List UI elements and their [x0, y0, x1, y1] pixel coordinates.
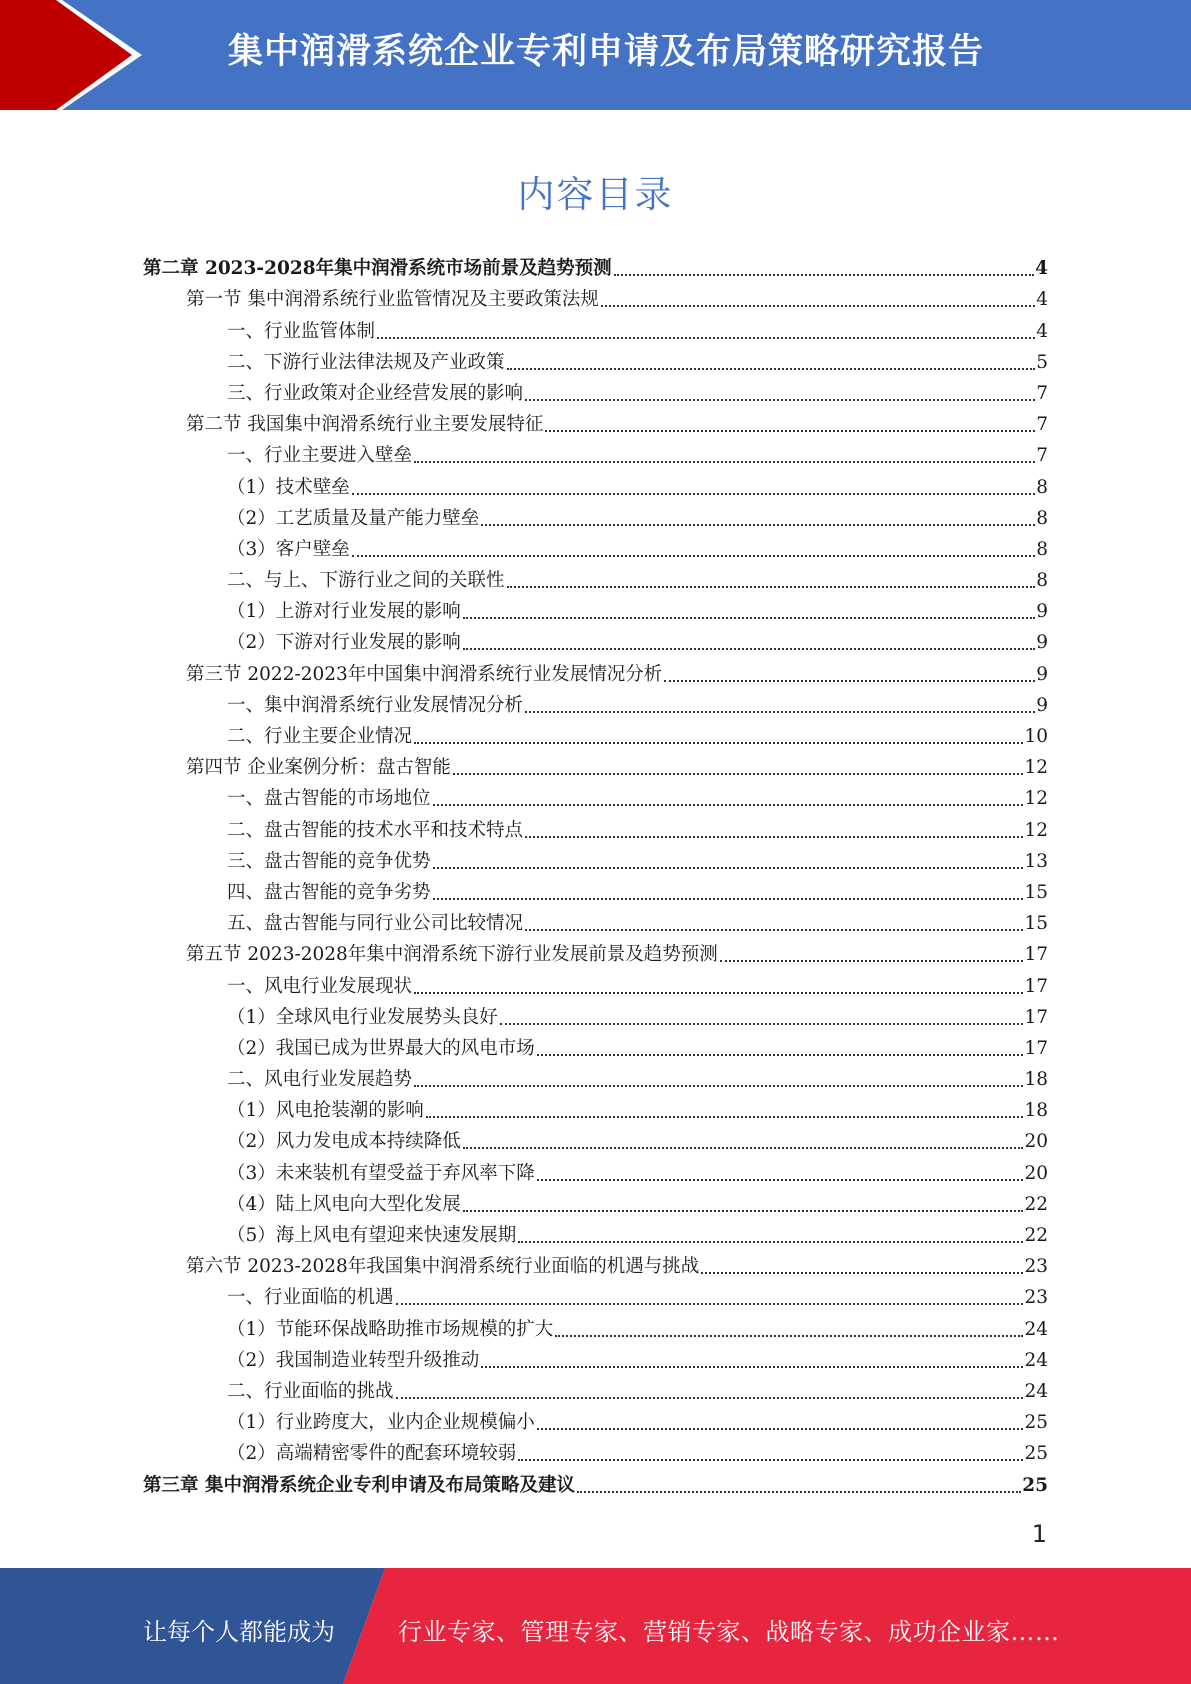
dot-leader: [555, 1335, 1023, 1337]
dot-leader: [507, 586, 1036, 588]
header-band: [0, 0, 1191, 110]
dot-leader: [525, 711, 1035, 713]
toc-entry[interactable]: [143, 1003, 1048, 1034]
dot-leader: [701, 1272, 1023, 1274]
table-of-contents: [143, 254, 1048, 1502]
toc-entry[interactable]: [143, 1439, 1048, 1470]
toc-entry[interactable]: [143, 1377, 1048, 1408]
dot-leader: [545, 430, 1035, 432]
toc-entry-text: （2）我国制造业转型升级推动: [227, 1349, 480, 1371]
dot-leader: [433, 804, 1024, 806]
toc-entry[interactable]: [143, 691, 1048, 722]
toc-entry[interactable]: [143, 316, 1048, 347]
toc-entry[interactable]: [143, 441, 1048, 472]
dot-leader: [433, 898, 1024, 900]
toc-entry[interactable]: [143, 348, 1048, 379]
toc-entry[interactable]: [143, 1408, 1048, 1439]
toc-entry[interactable]: [143, 597, 1048, 628]
toc-entry[interactable]: [143, 285, 1048, 316]
toc-entry-text: （1）行业跨度大，业内企业规模偏小: [227, 1412, 535, 1434]
toc-entry-text: 一、行业面临的机遇: [227, 1287, 394, 1309]
dot-leader: [396, 1397, 1024, 1399]
toc-entry-page: 8: [1036, 476, 1048, 498]
dot-leader: [414, 1085, 1023, 1087]
toc-entry[interactable]: [143, 535, 1048, 566]
toc-entry-page: 17: [1024, 1006, 1048, 1028]
dot-leader: [377, 337, 1035, 339]
dot-leader: [525, 836, 1023, 838]
toc-entry[interactable]: [143, 815, 1048, 846]
toc-entry[interactable]: [143, 784, 1048, 815]
toc-entry[interactable]: [143, 1034, 1048, 1065]
toc-entry-page: 7: [1036, 445, 1048, 467]
dot-leader: [414, 742, 1023, 744]
toc-entry-text: 一、风电行业发展现状: [227, 975, 413, 997]
dot-leader: [500, 1023, 1024, 1025]
dot-leader: [433, 867, 1024, 869]
toc-entry-page: 9: [1036, 601, 1048, 623]
toc-entry-page: 23: [1024, 1287, 1048, 1309]
toc-entry[interactable]: [143, 1283, 1048, 1314]
toc-entry-page: 25: [1024, 1412, 1048, 1434]
toc-entry[interactable]: [143, 1221, 1048, 1252]
toc-entry-text: 三、盘古智能的竞争优势: [227, 850, 431, 872]
toc-entry-text: 第一节 集中润滑系统行业监管情况及主要政策法规: [186, 289, 599, 311]
toc-entry-page: 12: [1024, 757, 1048, 779]
dot-leader: [525, 929, 1023, 931]
toc-entry-text: （2）工艺质量及量产能力壁垒: [227, 507, 480, 529]
toc-entry-page: 13: [1024, 850, 1048, 872]
toc-entry[interactable]: [143, 379, 1048, 410]
toc-entry[interactable]: [143, 722, 1048, 753]
dot-leader: [463, 648, 1035, 650]
dot-leader: [453, 773, 1024, 775]
toc-entry-page: 15: [1024, 913, 1048, 935]
toc-entry-text: （1）节能环保战略助推市场规模的扩大: [227, 1318, 554, 1340]
toc-entry-text: （2）风力发电成本持续降低: [227, 1131, 461, 1153]
toc-entry-text: 一、行业主要进入壁垒: [227, 445, 413, 467]
dot-leader: [426, 1116, 1024, 1118]
toc-entry-page: 10: [1024, 726, 1048, 747]
report-title: 集中润滑系统企业专利申请及布局策略研究报告: [228, 32, 985, 72]
toc-entry-page: 17: [1024, 944, 1048, 966]
toc-entry-page: 8: [1036, 570, 1048, 592]
toc-entry-text: 二、与上、下游行业之间的关联性: [227, 570, 505, 592]
toc-entry[interactable]: [143, 504, 1048, 535]
toc-entry-text: 三、行业政策对企业经营发展的影响: [227, 382, 524, 404]
toc-entry-page: 7: [1036, 382, 1048, 404]
toc-entry[interactable]: [143, 909, 1048, 940]
toc-entry[interactable]: [143, 1096, 1048, 1127]
toc-entry[interactable]: [143, 878, 1048, 909]
toc-entry-page: 22: [1024, 1225, 1048, 1246]
toc-entry[interactable]: [143, 1158, 1048, 1189]
dot-leader: [577, 1491, 1021, 1493]
dot-leader: [537, 1054, 1024, 1056]
toc-entry[interactable]: [143, 566, 1048, 597]
dot-leader: [481, 524, 1035, 526]
toc-entry-text: （1）上游对行业发展的影响: [227, 601, 461, 623]
toc-entry-text: 二、行业面临的挑战: [227, 1380, 394, 1402]
footer-slogan-right: 行业专家、管理专家、营销专家、战略专家、成功企业家……: [398, 1618, 1060, 1646]
toc-entry-page: 20: [1024, 1162, 1048, 1184]
footer-slogan-left: 让每个人都能成为: [143, 1618, 335, 1646]
toc-entry-text: （5）海上风电有望迎来快速发展期: [227, 1225, 517, 1246]
toc-entry-page: 9: [1036, 694, 1048, 716]
toc-entry-page: 8: [1036, 507, 1048, 529]
toc-entry-text: 第六节 2023-2028年我国集中润滑系统行业面临的机遇与挑战: [186, 1256, 700, 1278]
toc-entry[interactable]: [143, 1252, 1048, 1283]
dot-leader: [396, 1303, 1024, 1305]
dot-leader: [518, 1241, 1023, 1243]
footer-band: [0, 1568, 1191, 1684]
toc-entry[interactable]: [143, 628, 1048, 659]
toc-entry-page: 24: [1024, 1318, 1048, 1340]
red-arrow-icon: [0, 0, 160, 110]
dot-leader: [537, 1179, 1024, 1181]
toc-entry-text: 二、下游行业法律法规及产业政策: [227, 351, 505, 373]
toc-entry[interactable]: [143, 847, 1048, 878]
dot-leader: [507, 368, 1036, 370]
toc-entry[interactable]: [143, 1470, 1048, 1501]
toc-entry[interactable]: [143, 1127, 1048, 1158]
toc-entry-text: 二、行业主要企业情况: [227, 726, 413, 747]
toc-entry-text: 第三章 集中润滑系统企业专利申请及布局策略及建议: [143, 1474, 575, 1496]
toc-entry-text: （2）下游对行业发展的影响: [227, 632, 461, 654]
toc-entry[interactable]: [143, 753, 1048, 784]
toc-entry[interactable]: [143, 659, 1048, 690]
toc-entry-page: 4: [1036, 289, 1048, 311]
toc-entry[interactable]: [143, 1314, 1048, 1345]
toc-entry-text: （1）技术壁垒: [227, 476, 350, 498]
toc-entry-text: 一、盘古智能的市场地位: [227, 788, 431, 810]
toc-entry[interactable]: [143, 971, 1048, 1002]
toc-entry-page: 25: [1024, 1443, 1048, 1465]
toc-entry-text: 第四节 企业案例分析：盘古智能: [186, 757, 451, 779]
dot-leader: [463, 617, 1035, 619]
dot-leader: [525, 399, 1035, 401]
toc-entry[interactable]: [143, 940, 1048, 971]
toc-entry-page: 12: [1024, 819, 1048, 841]
toc-entry-text: （2）我国已成为世界最大的风电市场: [227, 1037, 535, 1059]
toc-heading: 内容目录: [517, 173, 674, 216]
toc-entry-page: 8: [1036, 538, 1048, 560]
dot-leader: [537, 1428, 1024, 1430]
toc-entry-text: 五、盘古智能与同行业公司比较情况: [227, 913, 524, 935]
toc-entry-text: 二、风电行业发展趋势: [227, 1069, 413, 1091]
toc-entry[interactable]: [143, 1190, 1048, 1221]
toc-entry-text: （2）高端精密零件的配套环境较弱: [227, 1443, 517, 1465]
toc-entry-page: 20: [1024, 1131, 1048, 1153]
toc-entry[interactable]: [143, 472, 1048, 503]
toc-entry[interactable]: [143, 254, 1048, 285]
toc-entry-page: 4: [1036, 320, 1048, 342]
toc-entry-text: 四、盘古智能的竞争劣势: [227, 881, 431, 903]
toc-entry-page: 24: [1024, 1380, 1048, 1402]
dot-leader: [352, 493, 1035, 495]
toc-entry[interactable]: [143, 1346, 1048, 1377]
toc-entry-page: 18: [1024, 1069, 1048, 1091]
toc-entry-page: 5: [1036, 351, 1048, 373]
toc-entry-text: 第五节 2023-2028年集中润滑系统下游行业发展前景及趋势预测: [186, 944, 718, 966]
toc-entry-page: 23: [1024, 1256, 1048, 1278]
toc-entry-page: 17: [1024, 975, 1048, 997]
dot-leader: [463, 1210, 1024, 1212]
toc-entry-page: 22: [1024, 1193, 1048, 1215]
toc-entry-text: 第三节 2022-2023年中国集中润滑系统行业发展情况分析: [186, 663, 663, 685]
toc-entry-text: 第二节 我国集中润滑系统行业主要发展特征: [186, 414, 544, 436]
toc-entry[interactable]: [143, 410, 1048, 441]
toc-entry-page: 18: [1024, 1100, 1048, 1122]
dot-leader: [414, 992, 1023, 994]
toc-entry-text: 二、盘古智能的技术水平和技术特点: [227, 819, 524, 841]
toc-entry-text: （3）客户壁垒: [227, 538, 350, 560]
dot-leader: [352, 555, 1035, 557]
toc-entry-page: 17: [1024, 1037, 1048, 1059]
toc-entry-page: 9: [1036, 663, 1048, 685]
toc-entry-text: （4）陆上风电向大型化发展: [227, 1193, 461, 1215]
toc-entry-page: 12: [1024, 788, 1048, 810]
dot-leader: [664, 680, 1035, 682]
toc-entry-text: 第二章 2023-2028年集中润滑系统市场前景及趋势预测: [143, 258, 612, 280]
dot-leader: [614, 274, 1035, 276]
toc-entry[interactable]: [143, 1065, 1048, 1096]
toc-entry-page: 7: [1036, 414, 1048, 436]
dot-leader: [481, 1366, 1023, 1368]
toc-entry-text: 一、行业监管体制: [227, 320, 376, 342]
dot-leader: [414, 461, 1035, 463]
toc-entry-page: 4: [1035, 258, 1048, 280]
toc-entry-page: 15: [1024, 881, 1048, 903]
dot-leader: [720, 960, 1024, 962]
toc-entry-text: （1）全球风电行业发展势头良好: [227, 1006, 498, 1028]
toc-entry-text: （1）风电抢装潮的影响: [227, 1100, 424, 1122]
toc-entry-page: 25: [1022, 1474, 1048, 1496]
dot-leader: [601, 305, 1035, 307]
dot-leader: [463, 1147, 1024, 1149]
toc-entry-page: 9: [1036, 632, 1048, 654]
dot-leader: [518, 1459, 1023, 1461]
toc-entry-text: （3）未来装机有望受益于弃风率下降: [227, 1162, 535, 1184]
toc-entry-page: 24: [1024, 1349, 1048, 1371]
page-number: 1: [1031, 1520, 1047, 1548]
toc-entry-text: 一、集中润滑系统行业发展情况分析: [227, 694, 524, 716]
